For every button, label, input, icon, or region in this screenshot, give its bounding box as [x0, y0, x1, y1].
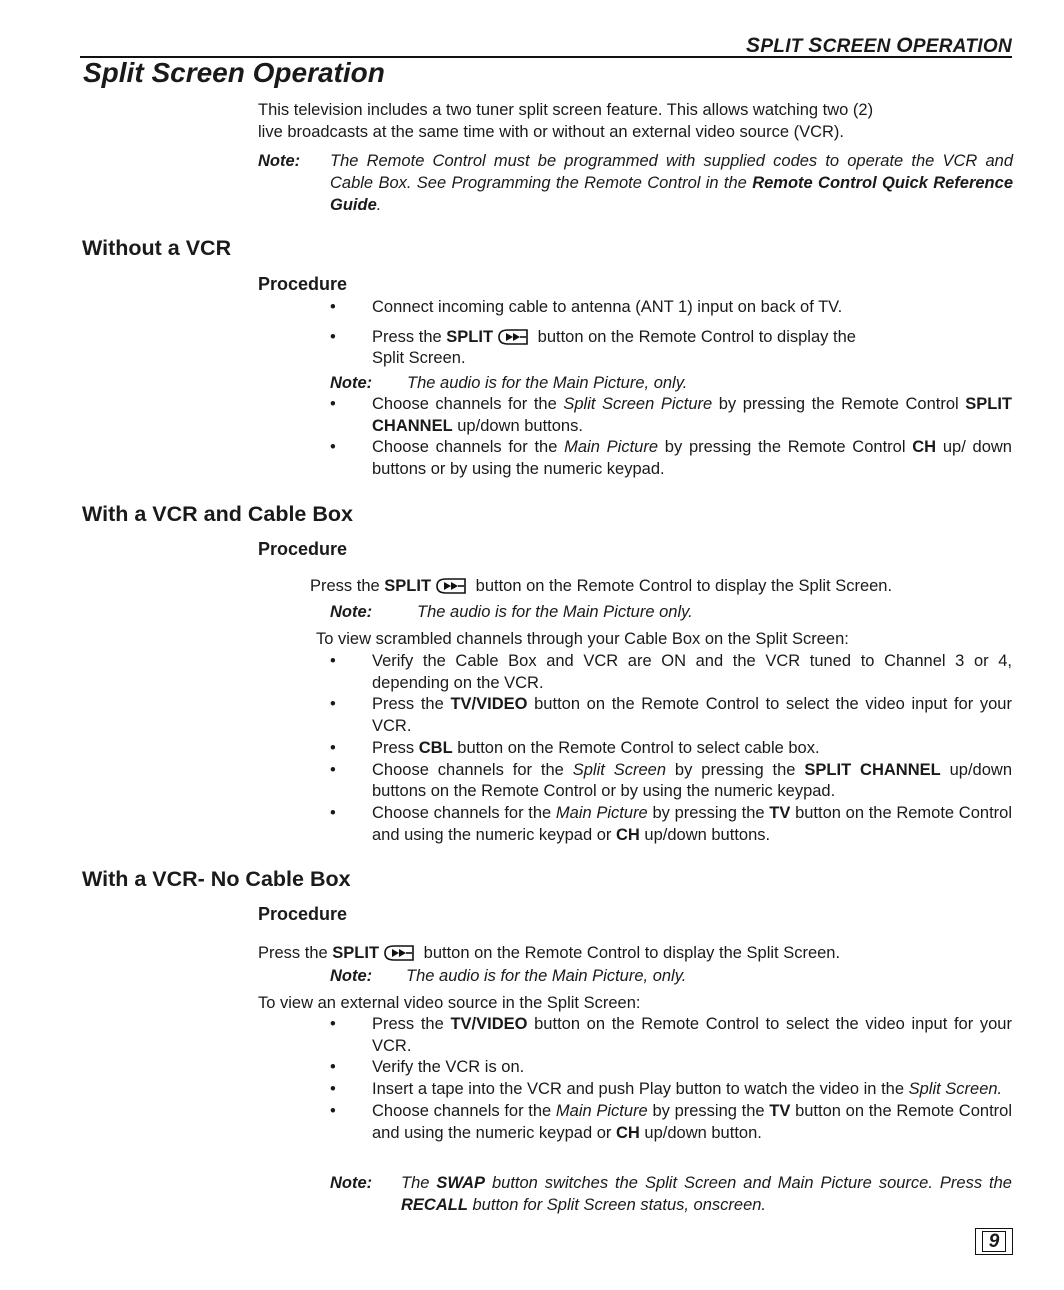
- intro-paragraph: [258, 99, 978, 143]
- list-item: • Choose channels for the Main Picture by pressing the Remote Control CH up/ down buttons or by using the numeric keypad.: [330, 437, 1012, 480]
- running-head-text: S: [746, 34, 761, 57]
- running-head-text: PLIT: [760, 36, 809, 57]
- list-item: • Press the SPLIT button on the Remote Control to display the Split Screen.: [330, 327, 1012, 370]
- page-title: Split Screen Operation: [83, 57, 385, 88]
- intro-note: [258, 150, 1013, 216]
- list-item: • Connect incoming cable to antenna (ANT 1) input on back of TV.: [330, 297, 1012, 319]
- note-label: Note:: [258, 152, 301, 170]
- final-note: [330, 1172, 1012, 1216]
- note-label: Note:: [330, 374, 373, 392]
- note-label: Note:: [330, 967, 373, 985]
- list-item: • Verify the VCR is on.: [330, 1057, 1012, 1079]
- split-button-icon: [434, 578, 468, 594]
- list-item: • Insert a tape into the VCR and push Play button to watch the video in the Split Screen.: [330, 1079, 1012, 1101]
- note-text: The Remote Control must be programmed with supplied codes to operate the VCR and Cable Box. See Programming the Remote Control in the Remote Control Quick Reference Guide.: [330, 152, 1013, 214]
- list-item: • Choose channels for the Split Screen Picture by pressing the Remote Control SPLIT CHANNEL up/down buttons.: [330, 394, 1012, 437]
- note-label: Note:: [330, 1174, 373, 1192]
- note-text: The SWAP button switches the Split Screen and Main Picture source. Press the RECALL button for Split Screen status, onscreen.: [401, 1174, 1012, 1214]
- intro-line: live broadcasts at the same time with or without an external video source (VCR).: [258, 123, 845, 141]
- list-item: • Choose channels for the Split Screen by pressing the SPLIT CHANNEL up/down buttons on the Remote Control or by using the numeric keypad.: [330, 760, 1012, 803]
- lead-text: To view scrambled channels through your Cable Box on the Split Screen:: [316, 630, 849, 648]
- list-item: • Choose channels for the Main Picture by pressing the TV button on the Remote Control and using the numeric keypad or CH up/down buttons.: [330, 803, 1012, 846]
- running-head-text: S: [808, 34, 823, 57]
- note-text: The audio is for the Main Picture, only.: [407, 374, 688, 392]
- list-item: • Press CBL button on the Remote Control to select cable box.: [330, 738, 1012, 760]
- split-button-icon: [496, 329, 530, 345]
- procedure-heading: Procedure: [258, 274, 348, 294]
- list-item: • Press the TV/VIDEO button on the Remote Control to select the video input for your VCR.: [330, 694, 1012, 737]
- list-item: • Verify the Cable Box and VCR are ON and the VCR tuned to Channel 3 or 4, depending on the VCR.: [330, 651, 1012, 694]
- procedure-heading: Procedure: [258, 904, 348, 924]
- running-head-text: CREEN: [822, 36, 897, 57]
- bullet-list: [330, 1014, 1012, 1144]
- note-text: The audio is for the Main Picture only.: [417, 603, 693, 621]
- procedure-heading: Procedure: [258, 539, 348, 559]
- lead-text: To view an external video source in the Split Screen:: [258, 994, 641, 1012]
- list-item: • Choose channels for the Main Picture by pressing the TV button on the Remote Control and using the numeric keypad or CH up/down button.: [330, 1101, 1012, 1144]
- split-button-icon: [382, 945, 416, 961]
- bullet-list: [330, 297, 1012, 370]
- note: [330, 372, 687, 394]
- section-heading-vcr-no-cable-box: With a VCR- No Cable Box: [82, 867, 351, 891]
- running-head-text: PERATION: [912, 36, 1012, 57]
- note-text: The audio is for the Main Picture, only.: [406, 967, 687, 985]
- running-head: [746, 34, 1012, 58]
- list-item: • Press the TV/VIDEO button on the Remote Control to select the video input for your VCR.: [330, 1014, 1012, 1057]
- instruction-line: Press the SPLIT button on the Remote Control to display the Split Screen.: [310, 577, 893, 595]
- bullet-list: [330, 394, 1012, 481]
- running-head-text: O: [896, 34, 913, 57]
- note-label: Note:: [330, 603, 373, 621]
- page-number-text: 9: [982, 1231, 1007, 1252]
- note: [330, 601, 693, 623]
- section-heading-without-vcr: Without a VCR: [82, 236, 232, 260]
- bullet-list: [330, 651, 1012, 846]
- intro-line: This television includes a two tuner split screen feature. This allows watching two (2): [258, 101, 874, 119]
- note: [330, 965, 686, 987]
- instruction-line: Press the SPLIT button on the Remote Control to display the Split Screen.: [258, 944, 841, 962]
- section-heading-vcr-cable-box: With a VCR and Cable Box: [82, 502, 353, 526]
- page-number: [975, 1228, 1013, 1255]
